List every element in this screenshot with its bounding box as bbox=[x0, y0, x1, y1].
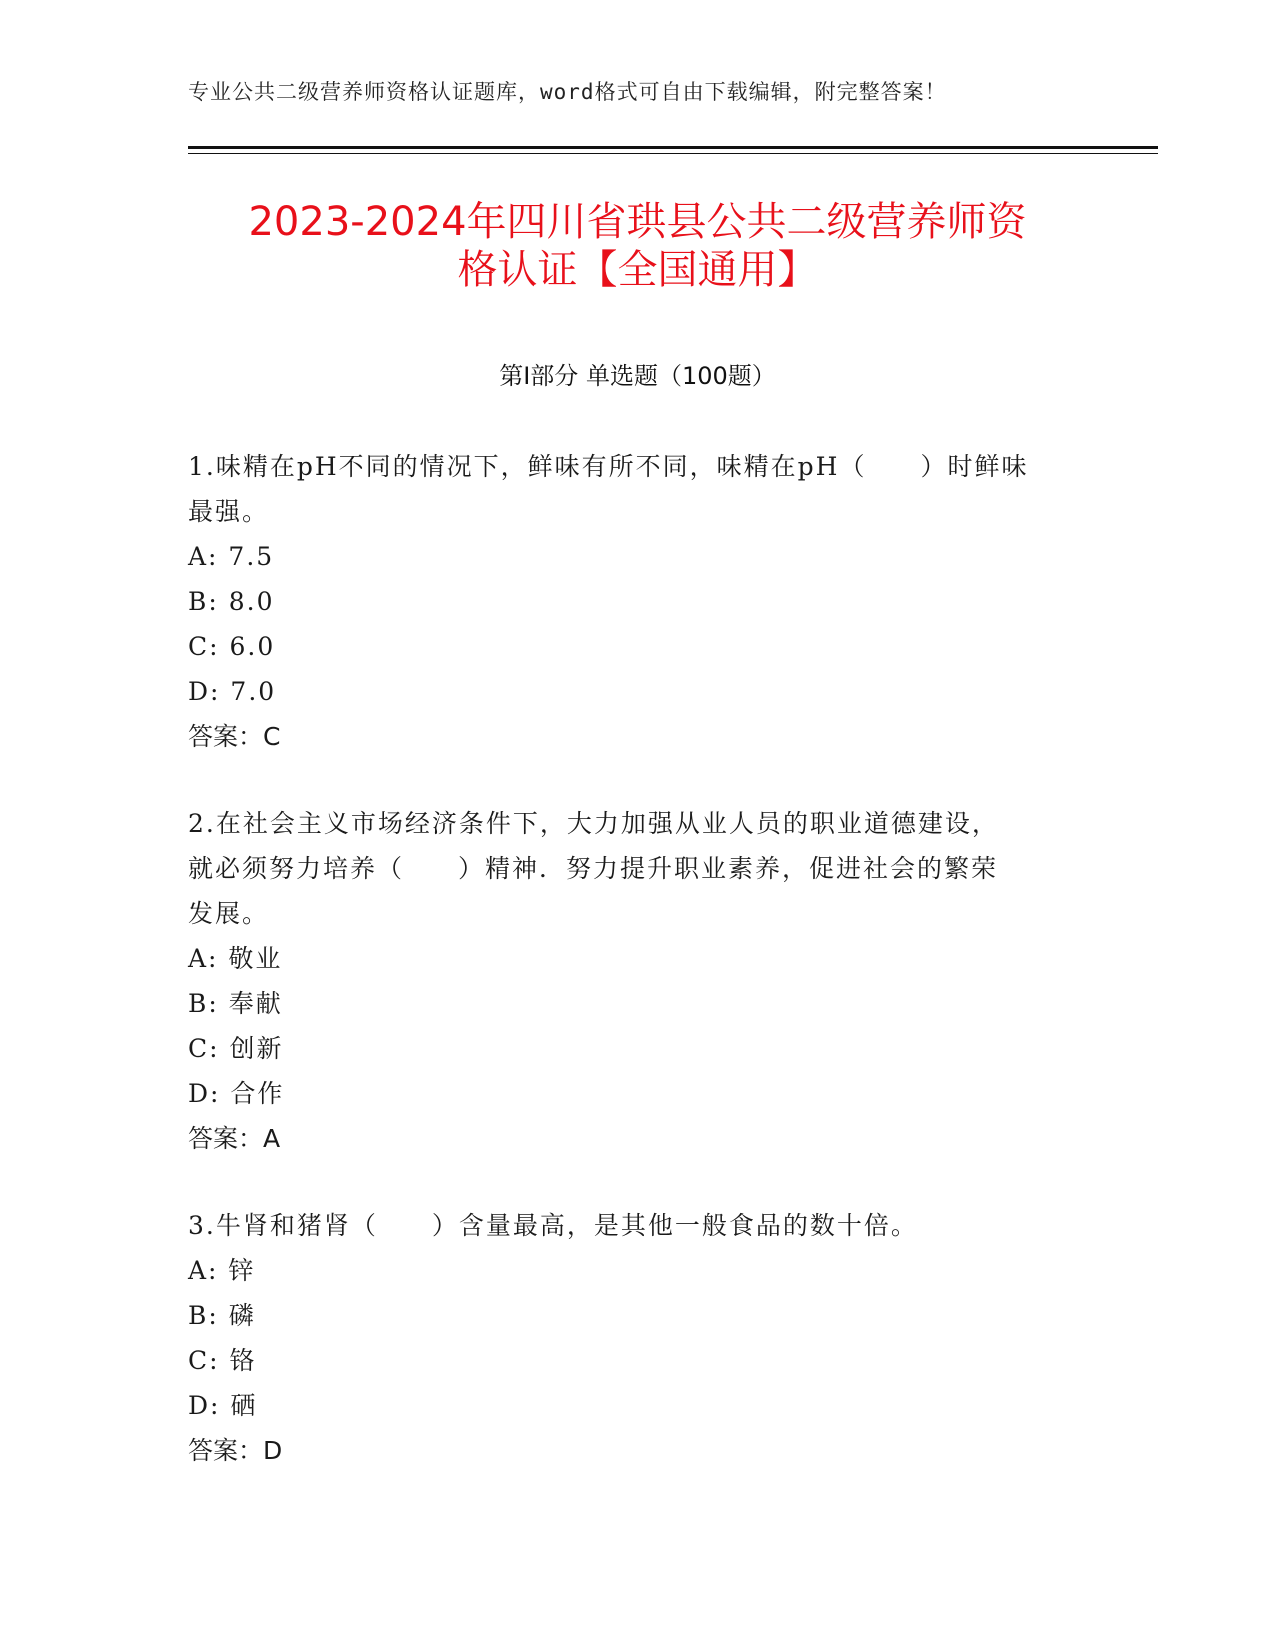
question-stem: 3.牛肾和猪肾（ ）含量最高，是其他一般食品的数十倍。 bbox=[188, 1211, 918, 1240]
answer: 答案：D bbox=[188, 1436, 283, 1465]
title-line-2: 格认证【全国通用】 bbox=[457, 247, 818, 293]
option-a: A: 7.5 bbox=[188, 542, 275, 571]
title-line-1: 2023-2024年四川省珙县公共二级营养师资 bbox=[248, 199, 1027, 245]
spacer bbox=[188, 1161, 1088, 1203]
option-c: C: 创新 bbox=[188, 1034, 284, 1063]
option-b: B: 奉献 bbox=[188, 989, 283, 1018]
option-a: A: 锌 bbox=[188, 1256, 256, 1285]
question-list bbox=[188, 444, 1088, 1473]
section-title: 第Ⅰ部分 单选题（100题） bbox=[499, 362, 776, 390]
question-stem: 就必须努力培养（ ）精神．努力提升职业素养，促进社会的繁荣 bbox=[188, 854, 999, 883]
option-a: A: 敬业 bbox=[188, 944, 283, 973]
option-d: D: 7.0 bbox=[188, 677, 277, 706]
option-d: D: 合作 bbox=[188, 1079, 285, 1108]
header-note: 专业公共二级营养师资格认证题库，word格式可自由下载编辑，附完整答案！ bbox=[188, 80, 947, 104]
question-stem: 发展。 bbox=[188, 899, 270, 928]
option-b: B: 磷 bbox=[188, 1301, 256, 1330]
question-stem: 最强。 bbox=[188, 497, 270, 526]
question-2 bbox=[188, 801, 1088, 1161]
question-3 bbox=[188, 1203, 1088, 1473]
header-rule-thin bbox=[188, 153, 1158, 154]
question-1 bbox=[188, 444, 1088, 759]
question-stem: 2.在社会主义市场经济条件下，大力加强从业人员的职业道德建设， bbox=[188, 809, 999, 838]
option-c: C: 6.0 bbox=[188, 632, 276, 661]
option-b: B: 8.0 bbox=[188, 587, 275, 616]
option-d: D: 硒 bbox=[188, 1391, 258, 1420]
document-title bbox=[140, 198, 1135, 294]
spacer bbox=[188, 759, 1088, 801]
question-stem: 1.味精在pH不同的情况下，鲜味有所不同，味精在pH（ ）时鲜味 bbox=[188, 452, 1029, 481]
header-rule-thick bbox=[188, 146, 1158, 149]
answer: 答案：A bbox=[188, 1124, 281, 1153]
option-c: C: 铬 bbox=[188, 1346, 257, 1375]
answer: 答案：C bbox=[188, 722, 281, 751]
